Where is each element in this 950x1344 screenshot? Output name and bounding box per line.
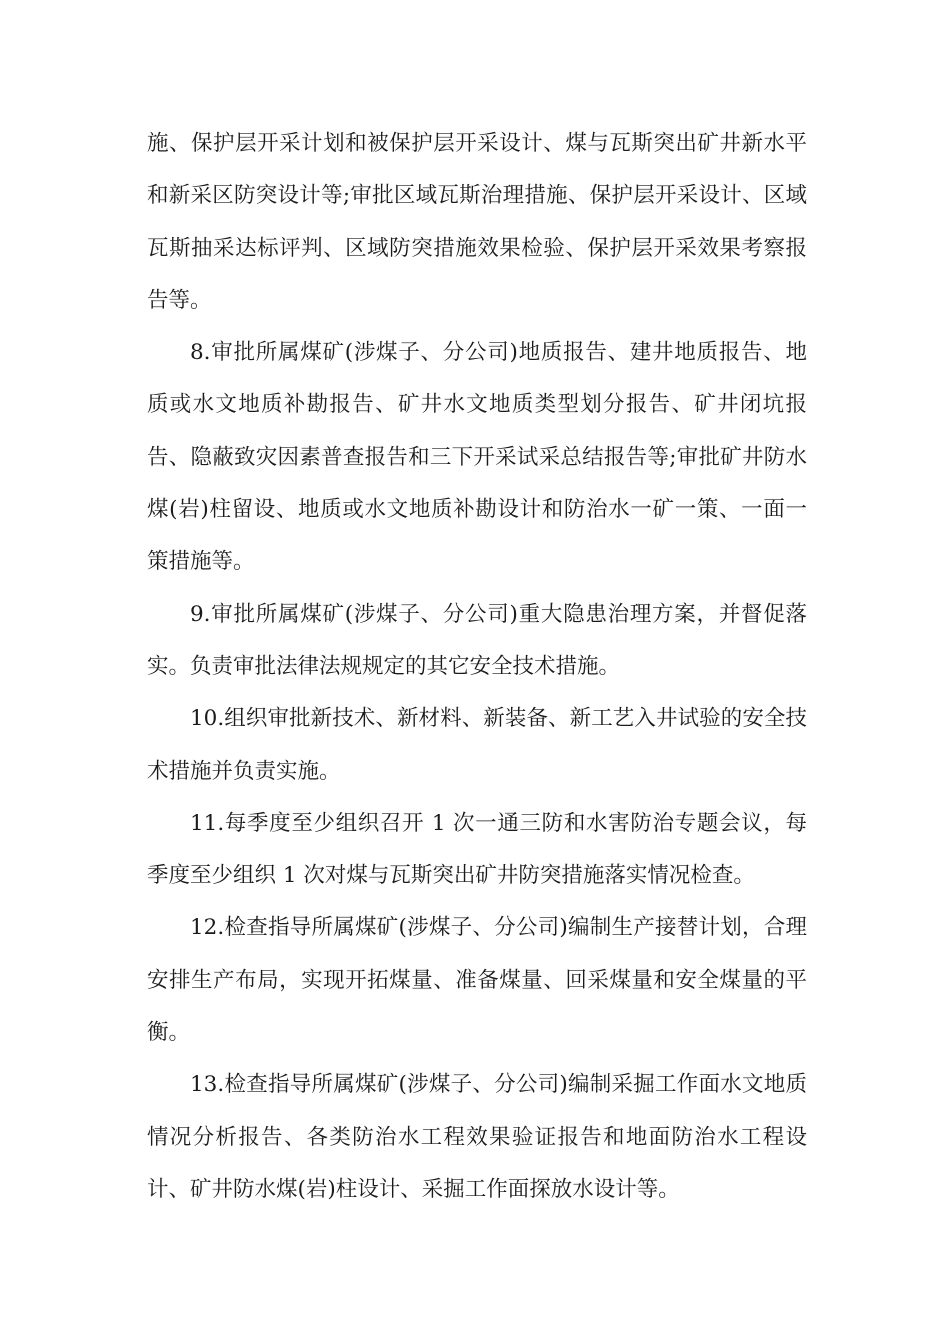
paragraph-item-11: 11.每季度至少组织召开 1 次一通三防和水害防治专题会议，每季度至少组织 1 次对煤与瓦斯突出矿井防突措施落实情况检查。	[147, 810, 807, 889]
document-body	[147, 118, 807, 1216]
paragraph-item-8: 8.审批所属煤矿(涉煤子、分公司)地质报告、建井地质报告、地质或水文地质补勘报告、矿井水文地质类型划分报告、矿井闭坑报告、隐蔽致灾因素普查报告和三下开采试采总结报告等;审批矿井防水煤(岩)柱留设、地质或水文地质补勘设计和防治水一矿一策、一面一策措施等。	[147, 340, 807, 575]
paragraph-item-10: 10.组织审批新技术、新材料、新装备、新工艺入井试验的安全技术措施并负责实施。	[147, 706, 807, 784]
paragraph-item-13: 13.检查指导所属煤矿(涉煤子、分公司)编制采掘工作面水文地质情况分析报告、各类防治水工程效果验证报告和地面防治水工程设计、矿井防水煤(岩)柱设计、采掘工作面探放水设计等。	[147, 1072, 807, 1202]
paragraph-item-12: 12.检查指导所属煤矿(涉煤子、分公司)编制生产接替计划，合理安排生产布局，实现开拓煤量、准备煤量、回采煤量和安全煤量的平衡。	[147, 915, 807, 1046]
paragraph-continuation: 施、保护层开采计划和被保护层开采设计、煤与瓦斯突出矿井新水平和新采区防突设计等;审批区域瓦斯治理措施、保护层开采设计、区域瓦斯抽采达标评判、区域防突措施效果检验、保护层开采效果考察报告等。	[147, 131, 807, 313]
paragraph-item-9: 9.审批所属煤矿(涉煤子、分公司)重大隐患治理方案，并督促落实。负责审批法律法规规定的其它安全技术措施。	[147, 601, 807, 679]
